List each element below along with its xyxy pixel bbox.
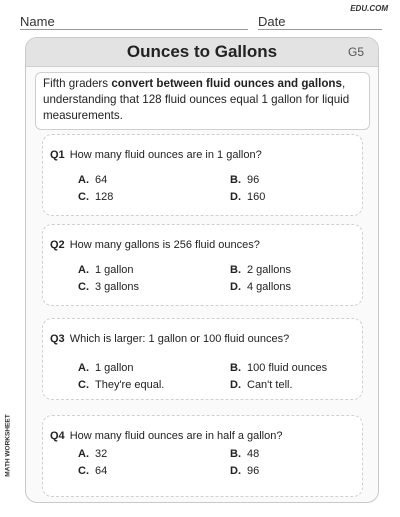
option-a[interactable] xyxy=(78,264,134,276)
option-text: 1 gallon xyxy=(95,362,134,374)
option-b[interactable] xyxy=(230,362,327,374)
option-d[interactable] xyxy=(230,465,259,477)
option-text: 64 xyxy=(95,465,108,477)
option-d[interactable] xyxy=(230,191,265,203)
option-text: 3 gallons xyxy=(95,281,140,293)
option-text: They're equal. xyxy=(95,379,165,391)
brand-logo: EDU.COM xyxy=(350,4,388,13)
option-a[interactable] xyxy=(78,448,107,460)
intro-text-bold: convert between fluid ounces and gallons xyxy=(111,77,342,90)
option-letter: D. xyxy=(230,191,241,203)
question-text xyxy=(50,239,260,251)
question-number: Q1 xyxy=(50,149,65,161)
option-letter: C. xyxy=(78,281,89,293)
date-line xyxy=(258,29,382,30)
option-d[interactable] xyxy=(230,281,291,293)
question-number: Q3 xyxy=(50,333,65,345)
name-label: Name xyxy=(20,14,55,29)
question-prompt: How many fluid ounces are in 1 gallon? xyxy=(69,149,262,161)
option-letter: B. xyxy=(230,174,241,186)
option-text: 2 gallons xyxy=(247,264,292,276)
option-letter: A. xyxy=(78,448,89,460)
option-letter: D. xyxy=(230,281,241,293)
question-prompt: How many gallons is 256 fluid ounces? xyxy=(69,239,260,251)
date-label: Date xyxy=(258,14,286,29)
option-letter: A. xyxy=(78,362,89,374)
worksheet-card xyxy=(25,37,379,503)
intro-text-2: , understanding that 128 fluid ounces equal 1 gallon for liquid measurements. xyxy=(43,77,350,122)
question-prompt: Which is larger: 1 gallon or 100 fluid ounces? xyxy=(69,333,290,345)
option-c[interactable] xyxy=(78,465,107,477)
question-card-3 xyxy=(42,318,363,400)
grade-badge: G5 xyxy=(347,45,364,59)
option-text: 128 xyxy=(95,191,114,203)
option-c[interactable] xyxy=(78,191,113,203)
option-b[interactable] xyxy=(230,448,259,460)
option-text: 96 xyxy=(247,465,260,477)
intro-box xyxy=(35,72,370,130)
option-c[interactable] xyxy=(78,379,164,391)
option-letter: A. xyxy=(78,264,89,276)
option-text: 64 xyxy=(95,174,108,186)
question-prompt: How many fluid ounces are in half a gallon? xyxy=(69,430,283,442)
option-text: 4 gallons xyxy=(247,281,292,293)
option-text: 100 fluid ounces xyxy=(247,362,328,374)
option-text: Can't tell. xyxy=(247,379,293,391)
option-text: 32 xyxy=(95,448,108,460)
question-text xyxy=(50,333,289,345)
option-b[interactable] xyxy=(230,264,291,276)
option-a[interactable] xyxy=(78,174,107,186)
option-letter: B. xyxy=(230,362,241,374)
intro-text-1: Fifth graders xyxy=(43,77,112,90)
option-letter: A. xyxy=(78,174,89,186)
side-label: MATH WORKSHEET xyxy=(4,414,12,477)
name-date-row xyxy=(20,14,382,34)
option-text: 96 xyxy=(247,174,260,186)
option-letter: B. xyxy=(230,264,241,276)
title-bar xyxy=(26,38,378,67)
option-letter: D. xyxy=(230,465,241,477)
option-c[interactable] xyxy=(78,281,139,293)
option-a[interactable] xyxy=(78,362,134,374)
question-card-4 xyxy=(42,415,363,497)
option-letter: C. xyxy=(78,191,89,203)
question-text xyxy=(50,430,282,442)
option-letter: C. xyxy=(78,379,89,391)
option-letter: C. xyxy=(78,465,89,477)
name-line xyxy=(20,29,248,30)
question-number: Q2 xyxy=(50,239,65,251)
option-text: 160 xyxy=(247,191,266,203)
option-letter: D. xyxy=(230,379,241,391)
question-card-2 xyxy=(42,224,363,306)
option-letter: B. xyxy=(230,448,241,460)
worksheet-title: Ounces to Gallons xyxy=(126,42,278,61)
question-card-1 xyxy=(42,134,363,216)
option-b[interactable] xyxy=(230,174,259,186)
option-text: 1 gallon xyxy=(95,264,134,276)
question-text xyxy=(50,149,262,161)
option-d[interactable] xyxy=(230,379,293,391)
option-text: 48 xyxy=(247,448,260,460)
question-number: Q4 xyxy=(50,430,65,442)
